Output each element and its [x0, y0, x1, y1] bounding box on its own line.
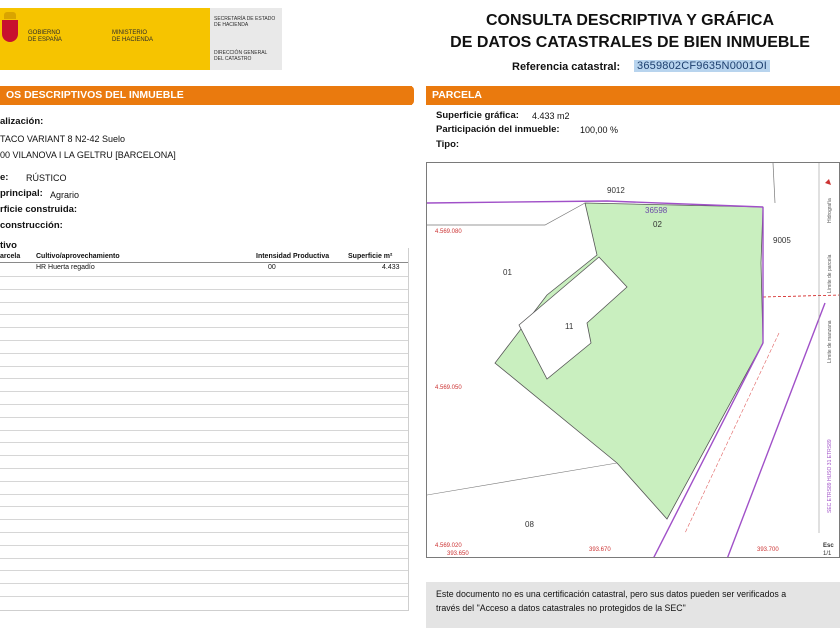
logo-catastro	[210, 8, 282, 70]
table-row-line	[0, 276, 408, 277]
section-bar-parcela: PARCELA	[426, 86, 840, 105]
superficie-grafica-value: 4.433 m2	[532, 111, 570, 121]
table-cell-cultivo: HR Huerta regadío	[36, 264, 95, 271]
table-row-line	[0, 302, 408, 303]
address-line-2: 00 VILANOVA I LA GELTRU [BARCELONA]	[0, 150, 176, 160]
logo-ministerio-text: MINISTERIO DE HACIENDA	[112, 30, 154, 43]
cadastral-map[interactable]	[426, 162, 840, 558]
title-line-2: DE DATOS CATASTRALES DE BIEN INMUEBLE	[450, 34, 810, 51]
table-row-line	[0, 391, 408, 392]
superficie-grafica-label: Superficie gráfica:	[436, 110, 519, 121]
map-label-08: 08	[525, 520, 534, 529]
map-coord-x1: 393.650	[447, 551, 469, 557]
legend-item-4: SEC ETRS89 HUSO 31 ETRS89	[827, 439, 833, 513]
map-scale-value: 1/1	[823, 551, 832, 557]
map-label-02: 02	[653, 220, 662, 229]
participacion-label: Participación del inmueble:	[436, 124, 560, 135]
participacion-value: 100,00 %	[580, 125, 619, 135]
table-row-line	[0, 545, 408, 546]
map-label-36598: 36598	[645, 206, 668, 215]
table-row-line	[0, 417, 408, 418]
table-row-line	[0, 519, 408, 520]
map-coord-x3: 393.670	[589, 547, 611, 553]
table-row-line	[0, 442, 408, 443]
uso-label: principal:	[0, 188, 43, 199]
clase-label: e:	[0, 172, 9, 183]
map-coord-y2: 4.569.050	[435, 385, 462, 391]
legend-item-1: Hidrografía	[827, 198, 833, 223]
logo-gobierno-text: GOBIERNO DE ESPAÑA	[28, 30, 62, 43]
table-row-line	[0, 327, 408, 328]
map-scale-label: Esc	[823, 543, 834, 549]
address-line-1: TACO VARIANT 8 N2-42 Suelo	[0, 134, 126, 144]
table-row-line	[0, 340, 408, 341]
ref-value[interactable]: 3659802CF9635N0001OI	[634, 60, 770, 72]
table-row-line	[0, 481, 408, 482]
table-row-line	[0, 558, 408, 559]
map-label-01: 01	[503, 268, 512, 277]
table-row-line	[0, 314, 408, 315]
cultivo-title: tivo	[0, 240, 17, 251]
note-line-1: Este documento no es una certificación catastral, pero sus datos pueden ser verificados a	[436, 589, 787, 599]
superficie-construida-label: rficie construida:	[0, 204, 78, 215]
table-row-line	[0, 570, 408, 571]
dashed-boundary-line	[763, 295, 840, 297]
road-9012-boundary	[773, 163, 775, 203]
logo-secretaria-text: SECRETARÍA DE ESTADO DE HACIENDA	[214, 16, 276, 28]
parcel-08-boundary	[427, 463, 617, 495]
table-row-line	[0, 430, 408, 431]
logo-direccion-text: DIRECCIÓN GENERAL DEL CATASTRO	[214, 50, 268, 62]
table-row-line	[0, 532, 408, 533]
section-bar-cap	[406, 86, 414, 105]
north-arrow-icon	[825, 179, 831, 185]
disclaimer-note	[426, 582, 840, 628]
table-row-line	[0, 506, 408, 507]
table-frame-right	[408, 248, 409, 610]
table-header-intensidad: Intensidad Productiva	[256, 253, 330, 260]
map-coord-y3: 4.569.020	[435, 543, 462, 549]
table-row-line	[0, 455, 408, 456]
localizacion-label: alización:	[0, 116, 44, 127]
coat-of-arms-icon	[0, 8, 22, 70]
table-row-line	[0, 378, 408, 379]
parcel-01-boundary	[427, 203, 585, 225]
table-row-line	[0, 404, 408, 405]
table-row-line	[0, 353, 408, 354]
table-cell-intensidad: 00	[268, 264, 276, 271]
table-frame-bottom	[0, 610, 409, 611]
table-row-line	[0, 366, 408, 367]
table-cell-superficie: 4.433	[382, 264, 400, 271]
tipo-label: Tipo:	[436, 139, 460, 150]
map-coord-x2: 393.700	[757, 547, 779, 553]
table-row-line	[0, 289, 408, 290]
legend-item-2: Límite de parcela	[827, 254, 833, 293]
page-title	[420, 10, 840, 54]
section-bar-descriptive: OS DESCRIPTIVOS DEL INMUEBLE	[0, 86, 412, 105]
table-row-line	[0, 583, 408, 584]
map-label-9012: 9012	[607, 186, 625, 195]
parcel-02-shape	[495, 203, 763, 519]
logo-gobierno	[22, 8, 106, 70]
logo-ministerio	[106, 8, 210, 70]
anio-construccion-label: construcción:	[0, 220, 63, 231]
clase-value: RÚSTICO	[26, 173, 67, 183]
table-row-line	[0, 468, 408, 469]
map-label-9005: 9005	[773, 236, 791, 245]
map-svg	[427, 163, 840, 558]
table-header-superficie: Superficie m²	[348, 253, 393, 260]
ref-label: Referencia catastral:	[512, 61, 621, 73]
table-header-cultivo: Cultivo/aprovechamiento	[36, 253, 120, 260]
map-coord-y1: 4.569.080	[435, 229, 462, 235]
note-line-2: través del "Acceso a datos catastrales no protegidos de la SEC"	[436, 603, 686, 613]
title-line-1: CONSULTA DESCRIPTIVA Y GRÁFICA	[485, 12, 774, 29]
table-row-line	[0, 494, 408, 495]
uso-value: Agrario	[50, 190, 80, 200]
table-row-line	[0, 596, 408, 597]
legend-item-3: Límite de manzana	[827, 320, 833, 363]
map-label-11: 11	[565, 322, 574, 331]
table-header-parcela: arcela	[0, 253, 21, 260]
